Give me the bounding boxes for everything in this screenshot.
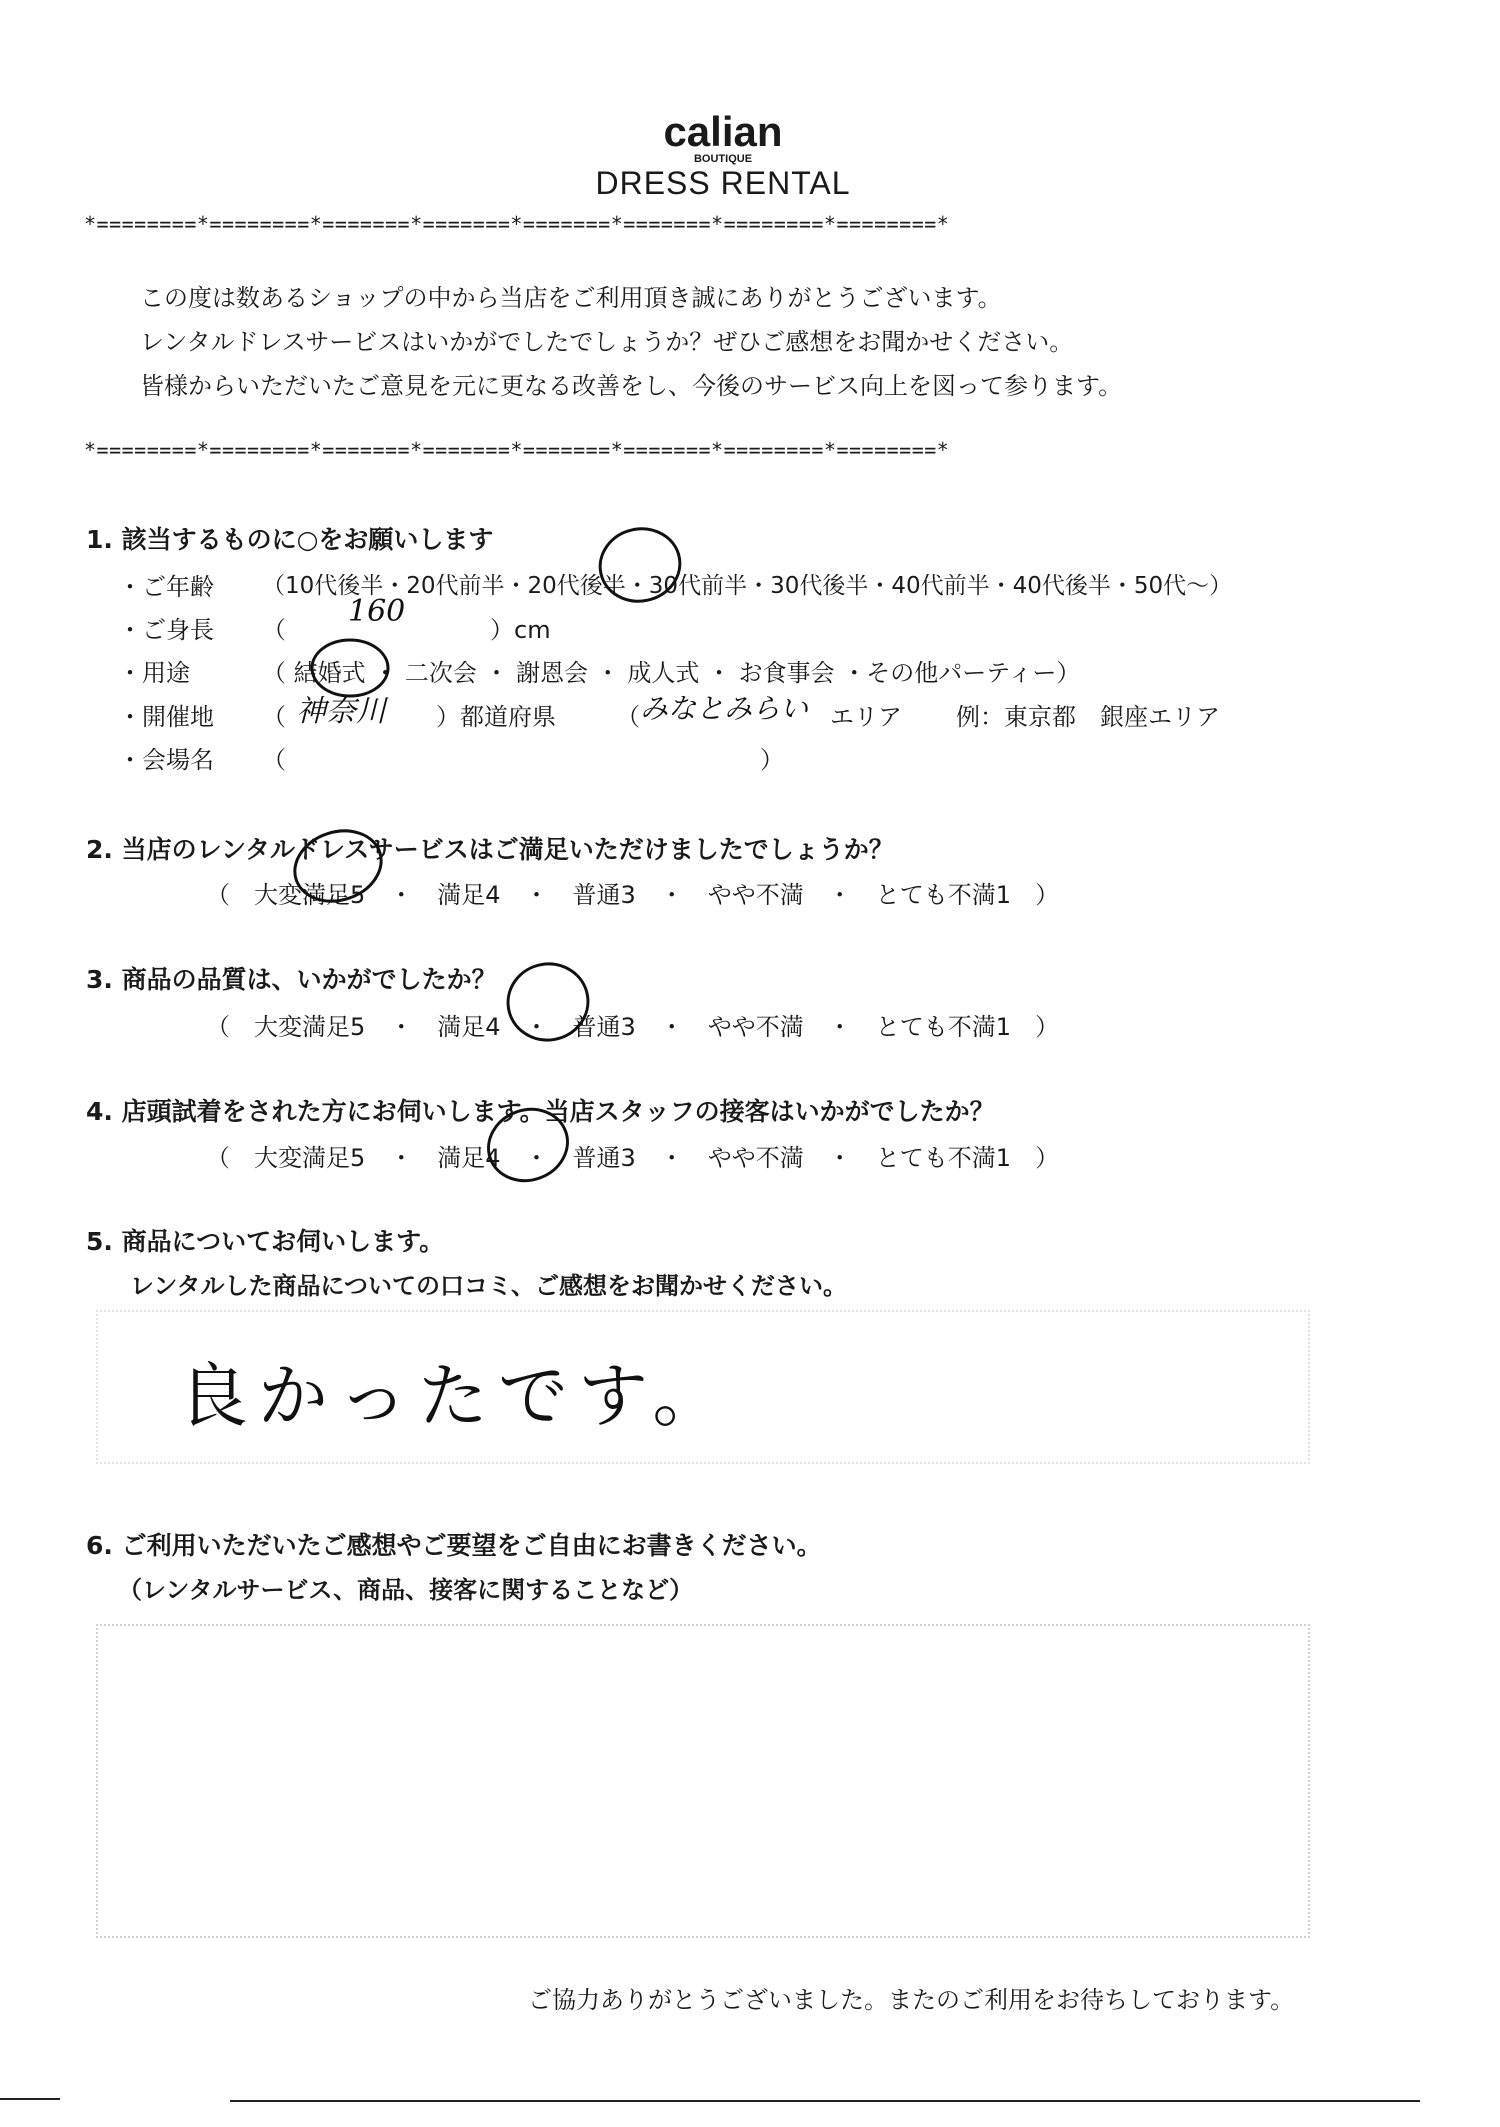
purpose-label: ・用途 [118,659,190,687]
venue-open-paren: （ [262,703,286,731]
question-4-title: 4. 店頭試着をされた方にお伺いします。当店スタッフの接客はいかがでしたか？ [86,1097,995,1126]
question-6-title: 6. ご利用いただいたご感想やご要望をご自由にお書きください。 [86,1531,822,1560]
question-2-title: 2. 当店のレンタルドレスサービスはご満足いただけましたでしょうか？ [86,835,894,864]
age-selection-circle [593,521,686,608]
footer-thanks: ご協力ありがとうございました。またのご利用をお待ちしております。 [528,1986,1295,2014]
height-label: ・ご身長 [118,616,214,644]
question-4-choices[interactable]: （ 大変満足5 ・ 満足4 ・ 普通3 ・ やや不満 ・ とても不満1 ） [206,1144,1060,1172]
hall-open-paren: （ [262,746,286,774]
age-options[interactable]: （10代後半・20代前半・20代後半・30代前半・30代後半・40代前半・40代後半・50代～） [262,573,1233,599]
question-3-title: 3. 商品の品質は、いかがでしたか？ [86,965,497,994]
venue-prefecture[interactable]: 神奈川 [296,694,386,729]
purpose-selection-circle [312,640,388,696]
hall-close-paren: ） [760,746,784,774]
question-2-selection-circle [286,820,391,912]
venue-area[interactable]: みなとみらい [640,692,809,725]
top-divider: *========*========*=======*=======*=======*=======*========*========* [84,212,950,236]
question-6-subtitle: （レンタルサービス、商品、接客に関することなど） [118,1576,694,1604]
height-close-paren: ）cm [490,616,551,644]
intro-line-2: レンタルドレスサービスはいかがでしたでしょうか？ぜひご感想をお聞かせください。 [140,328,1074,356]
brand-name: calian [663,108,783,155]
question-4-selection-circle [478,1098,577,1191]
question-3-selection-circle [502,958,594,1047]
question-1-title: 1. 該当するものに○をお願いします [86,525,494,554]
height-open-paren: （ [262,616,286,644]
intro-line-3: 皆様からいただいたご意見を元に更なる改善をし、今後のサービス向上を図って参ります。 [140,372,1123,400]
question-5-subtitle: レンタルした商品についての口コミ、ご感想をお聞かせください。 [130,1272,847,1300]
age-label: ・ご年齢 [118,573,214,601]
venue-example: 例：東京都 銀座エリア [956,703,1220,731]
question-5-answer[interactable]: 良かったです。 [178,1355,733,1437]
question-2-choices[interactable]: （ 大変満足5 ・ 満足4 ・ 普通3 ・ やや不満 ・ とても不満1 ） [206,881,1060,909]
venue-prefecture-suffix: ）都道府県 [436,703,556,731]
hall-label: ・会場名 [118,746,214,774]
purpose-options[interactable]: （ 結婚式 ・ 二次会 ・ 謝恩会 ・ 成人式 ・ お食事会 ・その他パーティー） [262,659,1081,687]
middle-divider: *========*========*=======*=======*=======*=======*========*========* [84,438,950,462]
intro-line-1: この度は数あるショップの中から当店をご利用頂き誠にありがとうございます。 [140,284,1002,312]
venue-area-open-paren: （ [616,703,640,731]
form-title: DRESS RENTAL [595,165,851,201]
height-value[interactable]: 160 [348,594,406,629]
question-5-title: 5. 商品についてお伺いします。 [86,1227,445,1256]
question-3-choices[interactable]: （ 大変満足5 ・ 満足4 ・ 普通3 ・ やや不満 ・ とても不満1 ） [206,1013,1060,1041]
venue-area-suffix: エリア [830,703,902,731]
venue-label: ・開催地 [118,703,214,731]
brand-subtitle: BOUTIQUE [693,153,753,165]
